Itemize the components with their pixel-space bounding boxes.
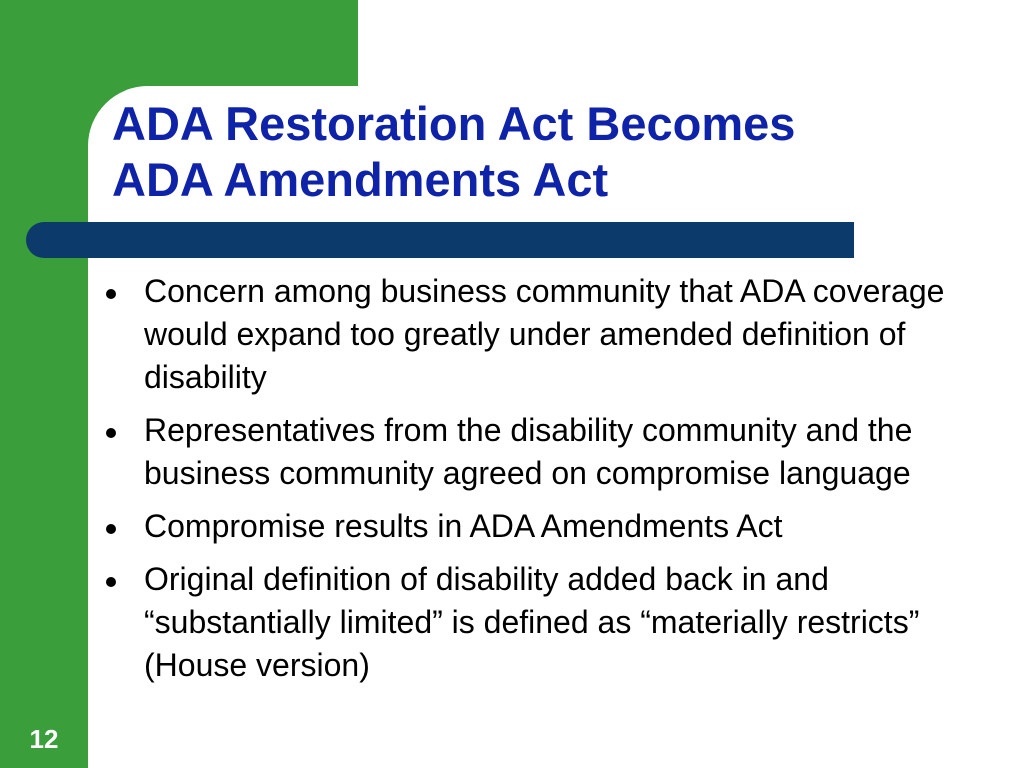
- list-item: [104, 409, 1014, 495]
- slide-title: [112, 96, 1002, 208]
- bullet-dot-icon: [106, 524, 116, 534]
- bullet-dot-icon: [106, 428, 116, 438]
- bullet-dot-icon: [106, 289, 116, 299]
- list-item: [104, 558, 1014, 687]
- bullet-text: Compromise results in ADA Amendments Act: [144, 508, 783, 544]
- list-item: [104, 505, 1014, 548]
- slide-title-line-1: ADA Restoration Act Becomes: [112, 97, 796, 150]
- title-divider-bar: [26, 222, 854, 258]
- bullet-text: Original definition of disability added back in and “substantially limited” is defined as “materially restricts” (House version): [144, 561, 920, 683]
- slide-title-line-2: ADA Amendments Act: [112, 153, 609, 206]
- bullet-list: [104, 270, 1014, 697]
- list-item: [104, 270, 1014, 399]
- slide-number: 12: [29, 724, 59, 754]
- bullet-text: Representatives from the disability community and the business community agreed on compromise language: [144, 412, 913, 491]
- bullet-text: Concern among business community that ADA coverage would expand too greatly under amended definition of disability: [144, 273, 945, 395]
- bullet-dot-icon: [106, 577, 116, 587]
